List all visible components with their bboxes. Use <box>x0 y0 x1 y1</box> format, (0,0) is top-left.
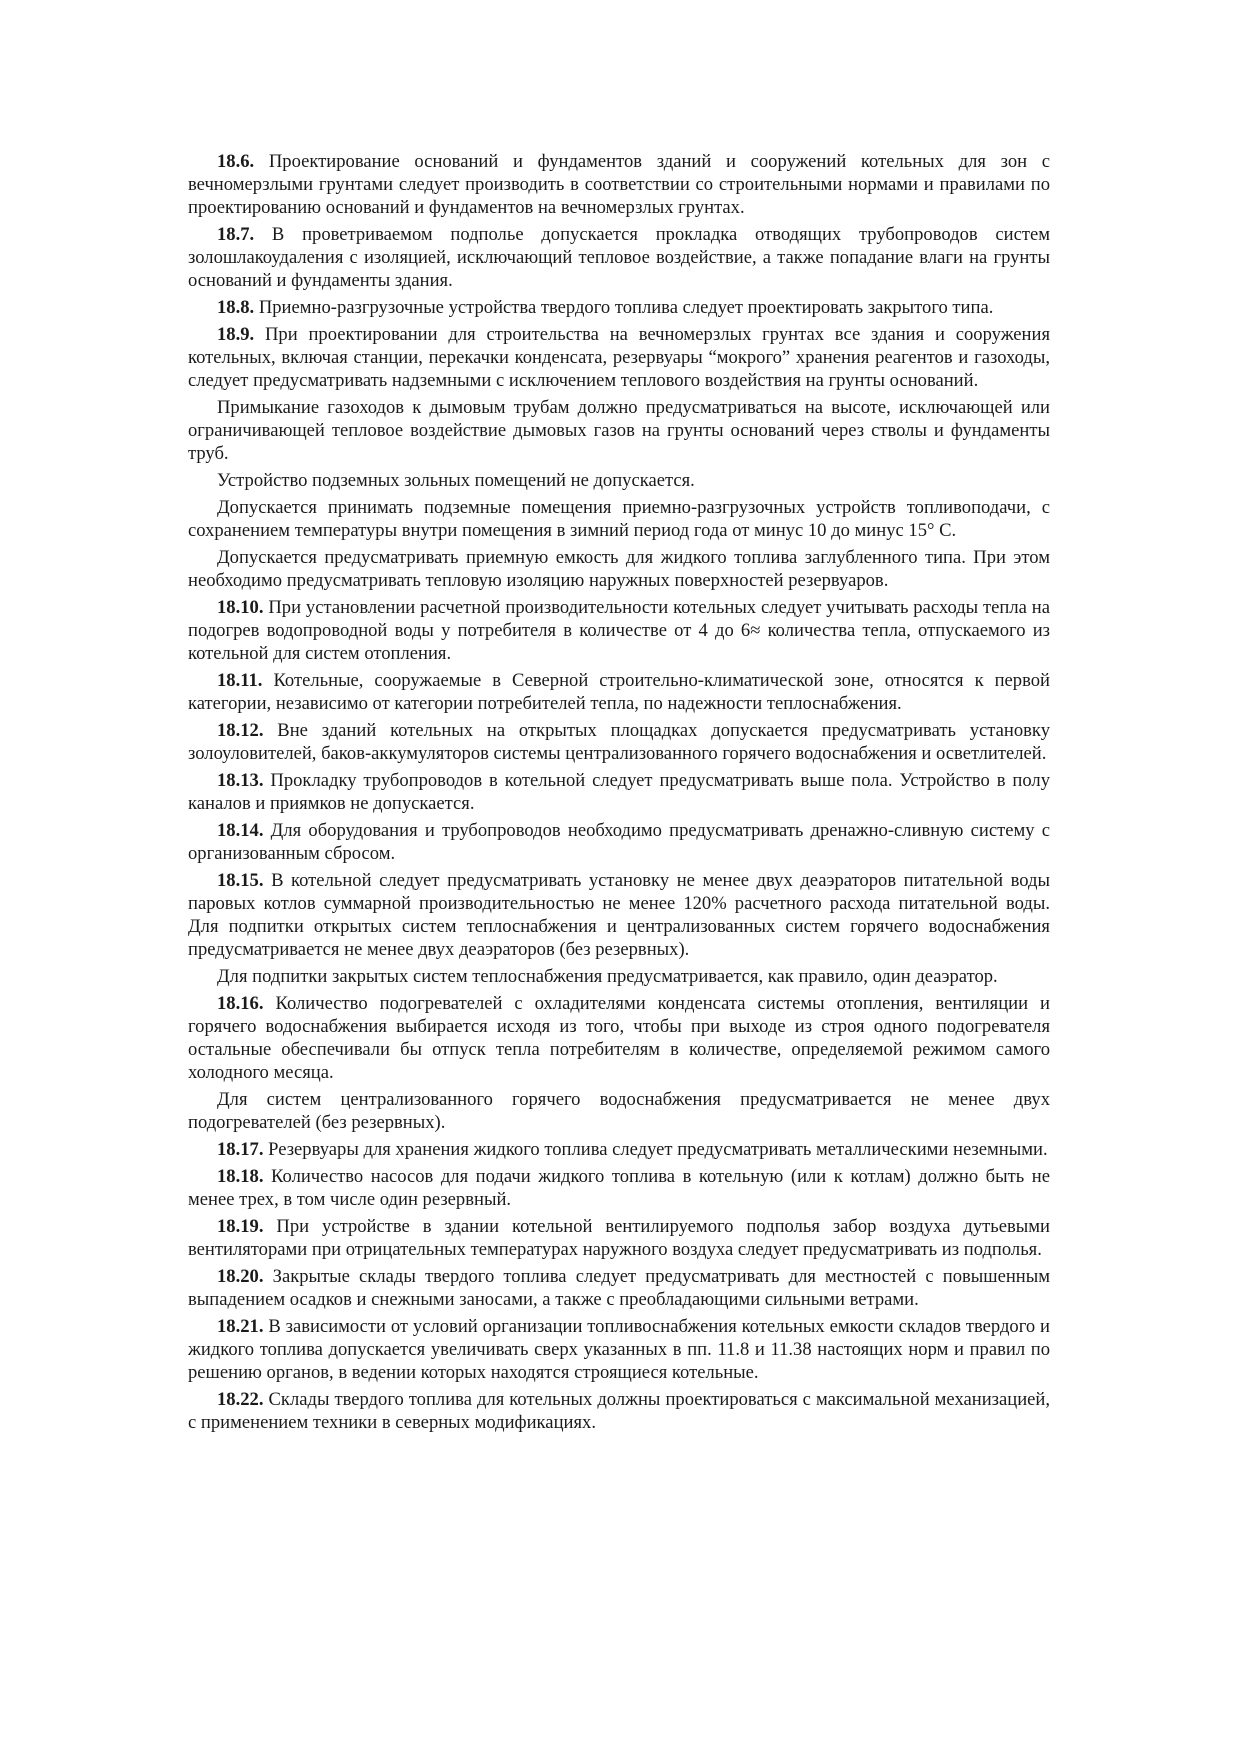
paragraph-18-22 <box>188 1388 1050 1434</box>
clause-number: 18.21. <box>217 1316 264 1337</box>
paragraph-text: Котельные, сооружаемые в Северной строительно-климатической зоне, относятся к первой категории, независимо от категории потребителей тепла, по надежности теплоснабжения. <box>188 670 1050 714</box>
paragraph-18-18 <box>188 1165 1050 1211</box>
paragraph-text: Закрытые склады твердого топлива следует предусматривать для местностей с повышенным выпадением осадков и снежными заносами, а также с преобладающими сильными ветрами. <box>188 1266 1050 1310</box>
paragraph-text: Склады твердого топлива для котельных должны проектироваться с максимальной механизацией, с применением техники в северных модификациях. <box>188 1389 1050 1433</box>
paragraph-18-7 <box>188 223 1050 292</box>
clause-number: 18.6. <box>217 151 255 172</box>
paragraph-18-19 <box>188 1215 1050 1261</box>
paragraph-text: В зависимости от условий организации топливоснабжения котельных емкости складов твердого и жидкого топлива допускается увеличивать сверх указанных в пп. 11.8 и 11.38 настоящих норм и правил по решению органов, в ведении которых находятся строящиеся котельные. <box>188 1316 1050 1383</box>
paragraph-ash-rooms <box>188 469 1050 492</box>
clause-number: 18.14. <box>217 820 264 841</box>
paragraph-text: Вне зданий котельных на открытых площадках допускается предусматривать установку золоуловителей, баков-аккумуляторов системы централизованного горячего водоснабжения и осветлителей. <box>188 720 1050 764</box>
paragraph-18-16 <box>188 992 1050 1084</box>
clause-number: 18.7. <box>217 224 255 245</box>
paragraph-text: Количество насосов для подачи жидкого топлива в котельную (или к котлам) должно быть не менее трех, в том числе один резервный. <box>188 1166 1050 1210</box>
clause-number: 18.20. <box>217 1266 264 1287</box>
paragraph-text: Допускается принимать подземные помещения приемно-разгрузочных устройств топливоподачи, с сохранением температуры внутри помещения в зимний период года от минус 10 до минус 15° С. <box>188 497 1050 541</box>
paragraph-text: Для оборудования и трубопроводов необходимо предусматривать дренажно-сливную систему с организованным сбросом. <box>188 820 1050 864</box>
paragraph-text: Резервуары для хранения жидкого топлива следует предусматривать металлическими неземными. <box>263 1139 1048 1160</box>
paragraph-18-8 <box>188 296 1050 319</box>
clause-number: 18.9. <box>217 324 255 345</box>
clause-number: 18.12. <box>217 720 264 741</box>
paragraph-18-21 <box>188 1315 1050 1384</box>
clause-number: 18.11. <box>217 670 263 691</box>
paragraph-18-20 <box>188 1265 1050 1311</box>
paragraph-text: Допускается предусматривать приемную емкость для жидкого топлива заглубленного типа. При этом необходимо предусматривать тепловую изоляцию наружных поверхностей резервуаров. <box>188 547 1050 591</box>
clause-number: 18.17. <box>217 1139 264 1160</box>
paragraph-text: Примыкание газоходов к дымовым трубам должно предусматриваться на высоте, исключающей или ограничивающей тепловое воздействие дымовых газов на грунты оснований через стволы и фундаменты труб. <box>188 397 1050 464</box>
paragraph-text: При устройстве в здании котельной вентилируемого подполья забор воздуха дутьевыми вентиляторами при отрицательных температурах наружного воздуха следует предусматривать из подполья. <box>188 1216 1050 1260</box>
paragraph-text: В проветриваемом подполье допускается прокладка отводящих трубопроводов систем золошлакоудаления с изоляцией, исключающий тепловое воздействие, а также попадание влаги на грунты оснований и фундаменты здания. <box>188 224 1050 291</box>
paragraph-underground-rooms <box>188 496 1050 542</box>
paragraph-18-13 <box>188 769 1050 815</box>
paragraph-18-15 <box>188 869 1050 961</box>
paragraph-18-10 <box>188 596 1050 665</box>
document-page <box>188 150 1050 1434</box>
clause-number: 18.8. <box>217 297 255 318</box>
clause-number: 18.10. <box>217 597 264 618</box>
paragraph-18-9 <box>188 323 1050 392</box>
paragraph-text: При проектировании для строительства на вечномерзлых грунтах все здания и сооружения котельных, включая станции, перекачки конденсата, резервуары “мокрого” хранения реагентов и газоходы, следует предусматривать надземными с исключением теплового воздействия на грунты оснований. <box>188 324 1050 391</box>
paragraph-gas-flues <box>188 396 1050 465</box>
paragraph-18-17 <box>188 1138 1050 1161</box>
clause-number: 18.13. <box>217 770 264 791</box>
paragraph-closed-systems <box>188 965 1050 988</box>
paragraph-text: Устройство подземных зольных помещений не допускается. <box>217 470 695 491</box>
clause-number: 18.19. <box>217 1216 264 1237</box>
paragraph-text: Прокладку трубопроводов в котельной следует предусматривать выше пола. Устройство в полу каналов и приямков не допускается. <box>188 770 1050 814</box>
clause-number: 18.22. <box>217 1389 264 1410</box>
clause-number: 18.15. <box>217 870 264 891</box>
clause-number: 18.16. <box>217 993 264 1014</box>
paragraph-text: При установлении расчетной производительности котельных следует учитывать расходы тепла на подогрев водопроводной воды у потребителя в количестве от 4 до 6≈ количества тепла, отпускаемого из котельной для систем отопления. <box>188 597 1050 664</box>
paragraph-text: Для систем централизованного горячего водоснабжения предусматривается не менее двух подогревателей (без резервных). <box>188 1089 1050 1133</box>
paragraph-text: В котельной следует предусматривать установку не менее двух деаэраторов питательной воды паровых котлов суммарной производительностью не менее 120% расчетного расхода питательной воды. Для подпитки открытых систем теплоснабжения и централизованных систем горячего водоснабжения предусматривается не менее двух деаэраторов (без резервных). <box>188 870 1050 960</box>
paragraph-text: Проектирование оснований и фундаментов зданий и сооружений котельных для зон с вечномерзлыми грунтами следует производить в соответствии со строительными нормами и правилами по проектированию оснований и фундаментов на вечномерзлых грунтах. <box>188 151 1050 218</box>
paragraph-text: Приемно-разгрузочные устройства твердого топлива следует проектировать закрытого типа. <box>254 297 994 318</box>
paragraph-hot-water-heaters <box>188 1088 1050 1134</box>
paragraph-18-12 <box>188 719 1050 765</box>
paragraph-18-11 <box>188 669 1050 715</box>
paragraph-text: Количество подогревателей с охладителями конденсата системы отопления, вентиляции и горячего водоснабжения выбирается исходя из того, чтобы при выходе из строя одного подогревателя остальные обеспечивали бы отпуск тепла потребителям в количестве, определяемой режимом самого холодного месяца. <box>188 993 1050 1083</box>
clause-number: 18.18. <box>217 1166 264 1187</box>
paragraph-18-6 <box>188 150 1050 219</box>
paragraph-text: Для подпитки закрытых систем теплоснабжения предусматривается, как правило, один деаэратор. <box>217 966 998 987</box>
paragraph-receiving-tank <box>188 546 1050 592</box>
paragraph-18-14 <box>188 819 1050 865</box>
